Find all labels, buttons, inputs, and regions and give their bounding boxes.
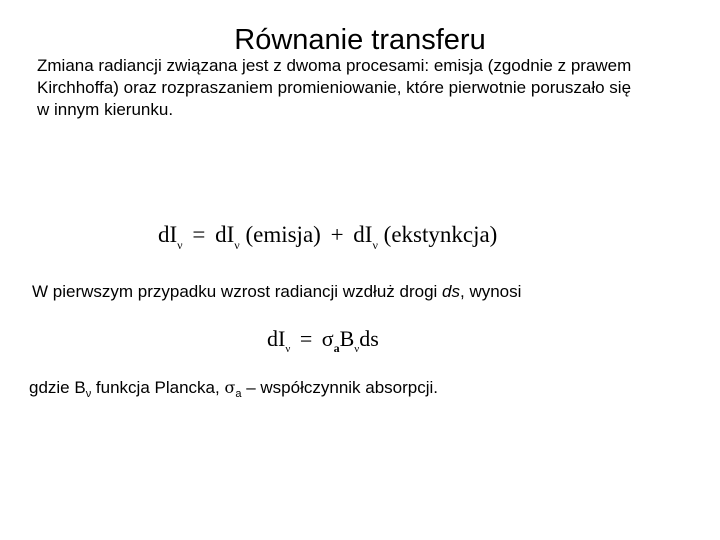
intro-line: Zmiana radiancji związana jest z dwoma procesami: emisja (zgodnie z prawem — [37, 56, 632, 75]
page-title: Równanie transferu — [234, 24, 486, 56]
eq-plus: + — [330, 222, 344, 247]
emission-sentence — [32, 279, 521, 305]
emission-text: W pierwszym przypadku wzrost radiancji wzdłuż drogi — [32, 282, 443, 301]
def-text-1: gdzie B — [29, 378, 86, 397]
def-sigma-sub: a — [235, 388, 242, 400]
eq-term2-arg: (ekstynkcja) — [383, 222, 498, 247]
def-text-2: funkcja Plancka, — [91, 378, 225, 397]
transfer-equation — [158, 217, 497, 256]
def-sigma: σ — [224, 378, 236, 397]
def-text-3: – współczynnik absorpcji. — [241, 378, 439, 397]
eq2-B-sub: ν — [354, 343, 360, 355]
eq2-equals: = — [299, 326, 313, 351]
emission-text-end: , wynosi — [460, 282, 522, 301]
eq2-ds: ds — [359, 326, 379, 351]
eq-term1-sub: ν — [234, 238, 240, 252]
eq-term2-sub: ν — [372, 238, 378, 252]
eq2-sigma-sub: a — [333, 341, 340, 355]
eq2-lhs-sub: ν — [285, 343, 291, 355]
eq-lhs-sub: ν — [177, 238, 183, 252]
eq-term1: dI — [215, 222, 235, 247]
intro-line: w innym kierunku. — [37, 100, 174, 119]
eq-term2: dI — [353, 222, 373, 247]
eq-term1-arg: (emisja) — [245, 222, 321, 247]
eq-lhs: dI — [158, 222, 178, 247]
emission-equation — [267, 321, 379, 361]
ds-italic: ds — [442, 282, 460, 301]
intro-line: Kirchhoffa) oraz rozpraszaniem promieniowanie, które pierwotnie poruszało się — [37, 78, 632, 97]
intro-paragraph — [37, 55, 677, 121]
eq2-sigma: σ — [321, 326, 334, 351]
eq-equals: = — [192, 222, 206, 247]
def-B-sub: ν — [85, 388, 92, 400]
definitions-sentence — [29, 375, 438, 403]
eq2-lhs: dI — [267, 326, 286, 351]
eq2-B: B — [339, 326, 355, 351]
